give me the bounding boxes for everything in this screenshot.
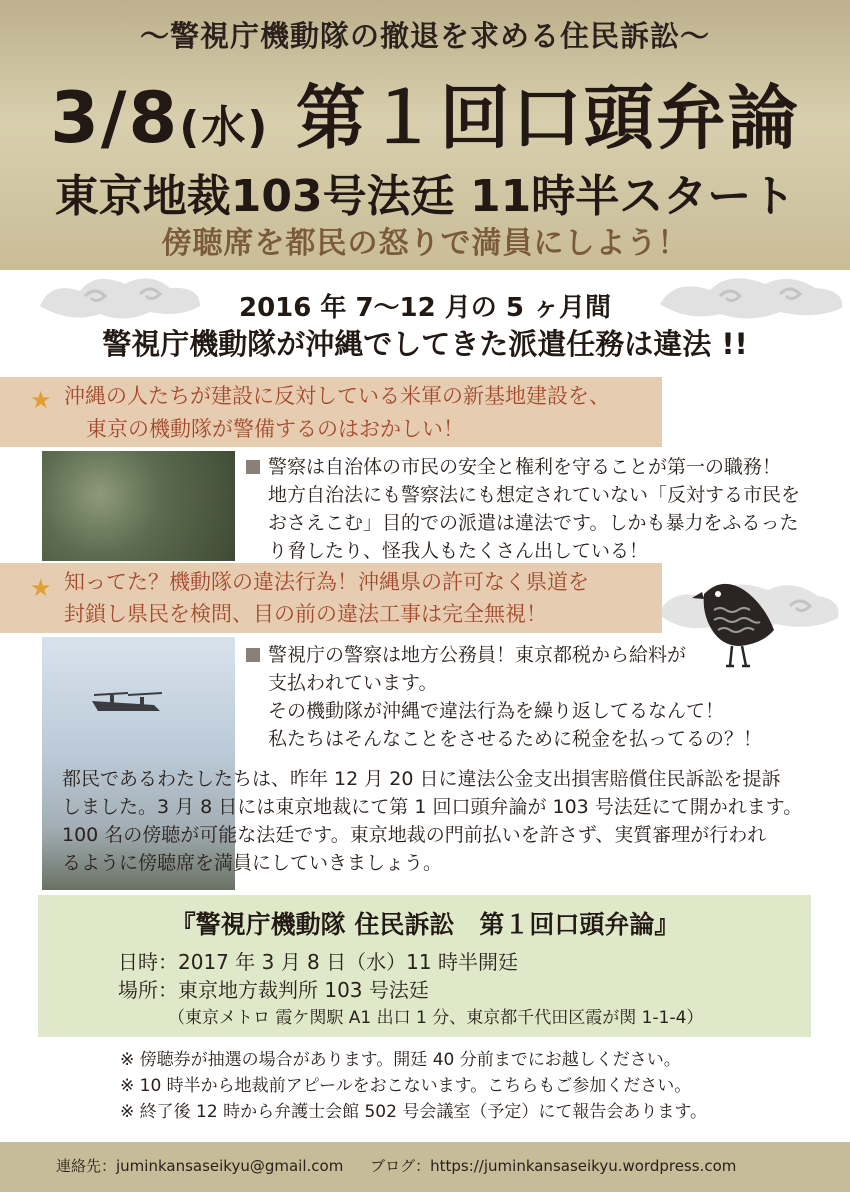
info-datetime: 日時：2017 年 3 月 8 日（水）11 時半開廷 — [118, 950, 518, 974]
square-bullet-icon — [246, 648, 260, 662]
crow-illustration — [692, 574, 782, 674]
footer-contact — [56, 1155, 758, 1176]
square-bullet-icon — [246, 460, 260, 474]
info-place: 場所：東京地方裁判所 103 号法廷 — [118, 978, 429, 1002]
info-access: （東京メトロ 霞ケ関駅 A1 出口 1 分、東京都千代田区霞が関 1-1-4） — [168, 1008, 704, 1028]
band1-line1: 沖縄の人たちが建設に反対している米軍の新基地建設を、 — [64, 384, 610, 408]
period-heading: 2016 年 7〜12 月の 5 ヶ月間 — [239, 293, 611, 323]
para1-line3: おさえこむ」目的での派遣は違法です。しかも暴力をふるった — [268, 512, 799, 534]
main-para-line1: 都民であるわたしたちは、昨年 12 月 20 日に違法公金支出損害賠償住民訴訟を提訴 — [62, 768, 781, 790]
event-date: 3/8 — [50, 77, 180, 159]
main-paragraph — [62, 765, 802, 877]
subtitle: 〜警視庁機動隊の撤退を求める住民訴訟〜 — [139, 19, 710, 53]
para2-line3: その機動隊が沖縄で違法行為を繰り返してるなんて！ — [268, 700, 725, 722]
main-headline: 警視庁機動隊が沖縄でしてきた派遣任務は違法 !! — [102, 327, 748, 361]
main-para-line4: るように傍聴席を満員にしていきましょう。 — [62, 852, 443, 874]
para1-line4: り脅したり、怪我人もたくさん出している！ — [268, 540, 649, 562]
blog-url[interactable]: ブログ：https://juminkansaseikyu.wordpress.com — [370, 1157, 737, 1175]
main-para-line3: 100 名の傍聴が可能な法廷です。東京地裁の門前払いを許さず、実質審理が行われ — [62, 824, 767, 846]
event-date-title — [0, 62, 850, 163]
para1-line1: 警察は自治体の市民の安全と権利を守ることが第一の職務！ — [268, 456, 782, 478]
para2-line2: 支払われています。 — [268, 672, 438, 694]
star-icon: ★ — [30, 386, 52, 414]
event-weekday: (水) — [179, 102, 270, 153]
para2-line1: 警視庁の警察は地方公務員！東京都税から給料が — [268, 644, 687, 666]
note-3: ※ 終了後 12 時から弁護士会館 502 号会議室（予定）にて報告会あります。 — [120, 1102, 707, 1122]
star-icon: ★ — [30, 574, 52, 602]
slogan: 傍聴席を都民の怒りで満員にしよう！ — [161, 226, 689, 261]
band2-line1: 知ってた？機動隊の違法行為！沖縄県の許可なく県道を — [64, 570, 589, 594]
main-para-line2: しました。3 月 8 日には東京地裁にて第 1 回口頭弁論が 103 号法廷にて開かれます。 — [62, 796, 803, 818]
para1-line2: 地方自治法にも警察法にも想定されていない「反対する市民を — [268, 484, 801, 506]
para2-line4: 私たちはそんなことをさせるために税金を払ってるの？！ — [268, 728, 763, 750]
contact-email[interactable]: 連絡先：juminkansaseikyu@gmail.com — [56, 1157, 344, 1175]
band1-line2: 東京の機動隊が警備するのはおかしい！ — [86, 417, 464, 441]
band2-line2: 封鎖し県民を検問、目の前の違法工事は完全無視！ — [64, 602, 547, 626]
info-title: 『警視庁機動隊 住民訴訟 第１回口頭弁論』 — [170, 910, 680, 939]
venue-time: 東京地裁103号法廷 11時半スタート — [54, 171, 796, 222]
forest-photo — [42, 451, 235, 561]
event-title: 第１回口頭弁論 — [295, 77, 800, 159]
note-1: ※ 傍聴券が抽選の場合があります。開廷 40 分前までにお越しください。 — [120, 1050, 681, 1070]
note-2: ※ 10 時半から地裁前アピールをおこないます。こちらもご参加ください。 — [120, 1076, 692, 1096]
